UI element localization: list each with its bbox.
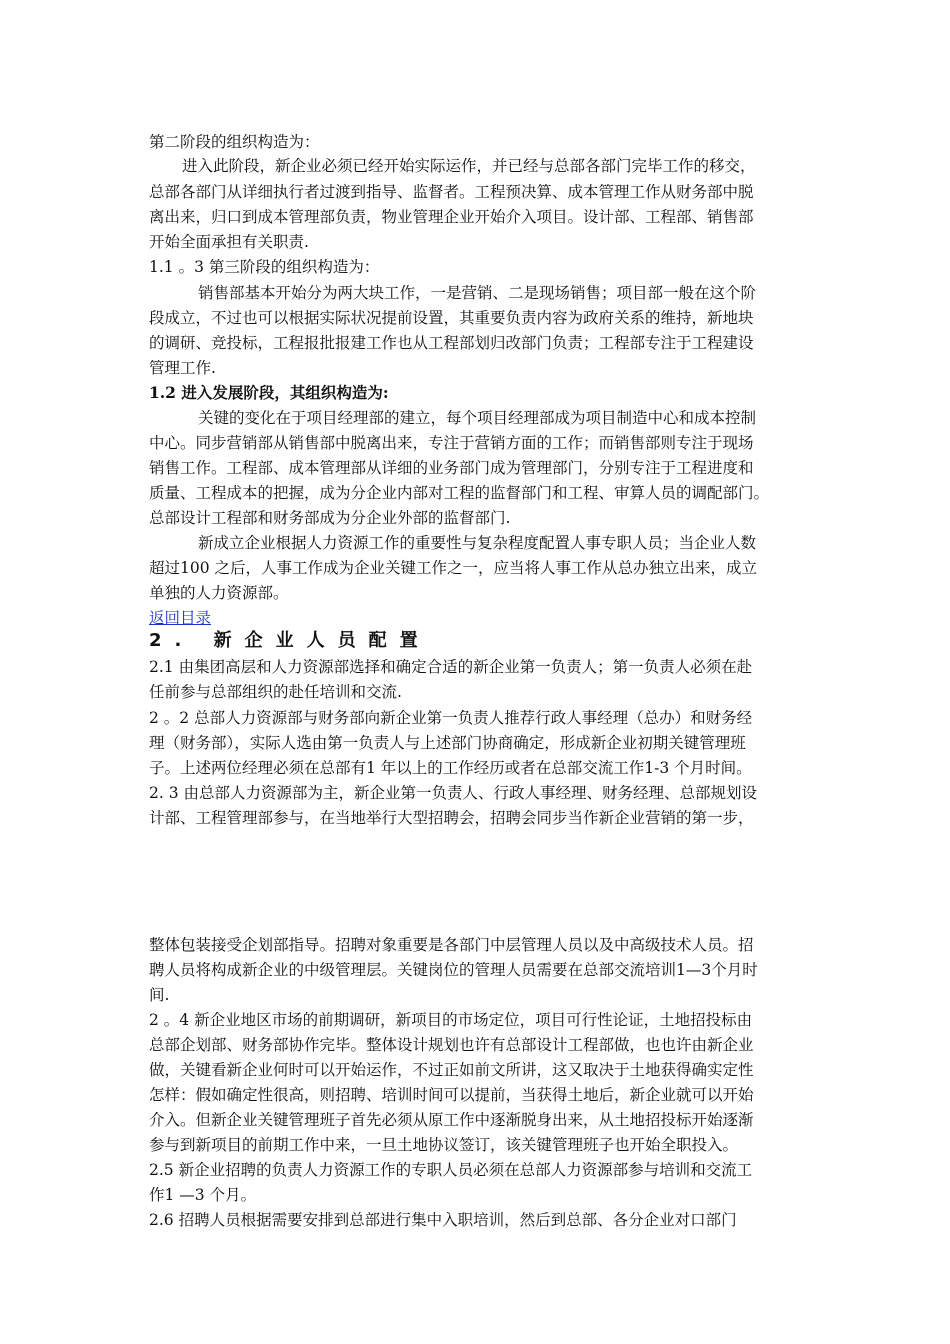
paragraph-line: 间. [149,986,170,1004]
chapter-heading: 2. 新企业人员配置 [149,630,431,651]
paragraph-line: 离出来，归口到成本管理部负责，物业管理企业开始介入项目。设计部、工程部、销售部 [149,208,754,226]
paragraph-line: 新成立企业根据人力资源工作的重要性与复杂程度配置人事专职人员；当企业人数 [198,534,757,552]
paragraph-line: 销售工作。工程部、成本管理部从详细的业务部门成为管理部门，分别专注于工程进度和 [149,459,754,477]
paragraph-line: 开始全面承担有关职责. [149,233,309,251]
paragraph-line: 关键的变化在于项目经理部的建立，每个项目经理部成为项目制造中心和成本控制 [198,409,757,427]
paragraph-line: 总部各部门从详细执行者过渡到指导、监督者。工程预决算、成本管理工作从财务部中脱 [149,183,754,201]
section-subheading: 1.1 。3 第三阶段的组织构造为： [149,258,380,276]
paragraph-line: 2.6 招聘人员根据需要安排到总部进行集中入职培训，然后到总部、各分企业对口部门 [149,1211,737,1229]
paragraph-line: 介入。但新企业关键管理班子首先必须从原工作中逐渐脱身出来，从土地招投标开始逐渐 [149,1111,754,1129]
paragraph-line: 2. 3 由总部人力资源部为主，新企业第一负责人、行政人事经理、财务经理、总部规划设 [149,784,758,802]
paragraph-line: 超过100 之后，人事工作成为企业关键工作之一，应当将人事工作从总办独立出来，成立 [149,559,758,577]
paragraph-line: 质量、工程成本的把握，成为分企业内部对工程的监督部门和工程、审算人员的调配部门。 [149,484,770,502]
paragraph-line: 作1 —3 个月。 [149,1186,257,1204]
paragraph-line: 2.1 由集团高层和人力资源部选择和确定合适的新企业第一负责人；第一负责人必须在赴 [149,658,753,676]
paragraph-line: 中心。同步营销部从销售部中脱离出来，专注于营销方面的工作；而销售部则专注于现场 [149,434,754,452]
section-subheading: 第二阶段的组织构造为： [149,133,320,151]
paragraph-line: 子。上述两位经理必须在总部有1 年以上的工作经历或者在总部交流工作1-3 个月时间。 [149,759,752,777]
paragraph-line: 计部、工程管理部参与，在当地举行大型招聘会，招聘会同步当作新企业营销的第一步， [149,809,754,827]
paragraph-line: 理（财务部），实际人选由第一负责人与上述部门协商确定，形成新企业初期关键管理班 [149,734,746,752]
paragraph-line: 段成立，不过也可以根据实际状况提前设置，其重要负责内容为政府关系的维持，新地块 [149,309,754,327]
paragraph-line: 2.5 新企业招聘的负责人力资源工作的专职人员必须在总部人力资源部参与培训和交流工 [149,1161,753,1179]
section-heading: 1.2 进入发展阶段，其组织构造为: [149,383,389,402]
paragraph-line: 聘人员将构成新企业的中级管理层。关键岗位的管理人员需要在总部交流培训1—3个月时 [149,961,758,979]
back-to-toc-link[interactable]: 返回目录 [149,609,212,627]
paragraph-line: 2 。4 新企业地区市场的前期调研，新项目的市场定位，项目可行性论证，土地招投标由 [149,1011,753,1029]
paragraph-line: 进入此阶段，新企业必须已经开始实际运作，并已经与总部各部门完毕工作的移交， [182,157,756,175]
paragraph-line: 总部企划部、财务部协作完毕。整体设计规划也许有总部设计工程部做，也也许由新企业 [149,1036,754,1054]
paragraph-line: 总部设计工程部和财务部成为分企业外部的监督部门. [149,509,511,527]
paragraph-line: 参与到新项目的前期工作中来，一旦土地协议签订，该关键管理班子也开始全职投入。 [149,1136,739,1154]
paragraph-line: 销售部基本开始分为两大块工作，一是营销、二是现场销售；项目部一般在这个阶 [198,284,757,302]
paragraph-line: 做，关键看新企业何时可以开始运作，不过正如前文所讲，这又取决于土地获得确实定性 [149,1061,754,1079]
paragraph-line: 2 。2 总部人力资源部与财务部向新企业第一负责人推荐行政人事经理（总办）和财务经 [149,709,753,727]
paragraph-line: 整体包装接受企划部指导。招聘对象重要是各部门中层管理人员以及中高级技术人员。招 [149,936,754,954]
paragraph-line: 管理工作. [149,359,216,377]
paragraph-line: 怎样：假如确定性很高，则招聘、培训时间可以提前，当获得土地后，新企业就可以开始 [149,1086,754,1104]
paragraph-line: 的调研、竞投标，工程报批报建工作也从工程部划归改部门负责；工程部专注于工程建设 [149,334,754,352]
paragraph-line: 单独的人力资源部。 [149,584,289,602]
paragraph-line: 任前参与总部组织的赴任培训和交流. [149,683,402,701]
